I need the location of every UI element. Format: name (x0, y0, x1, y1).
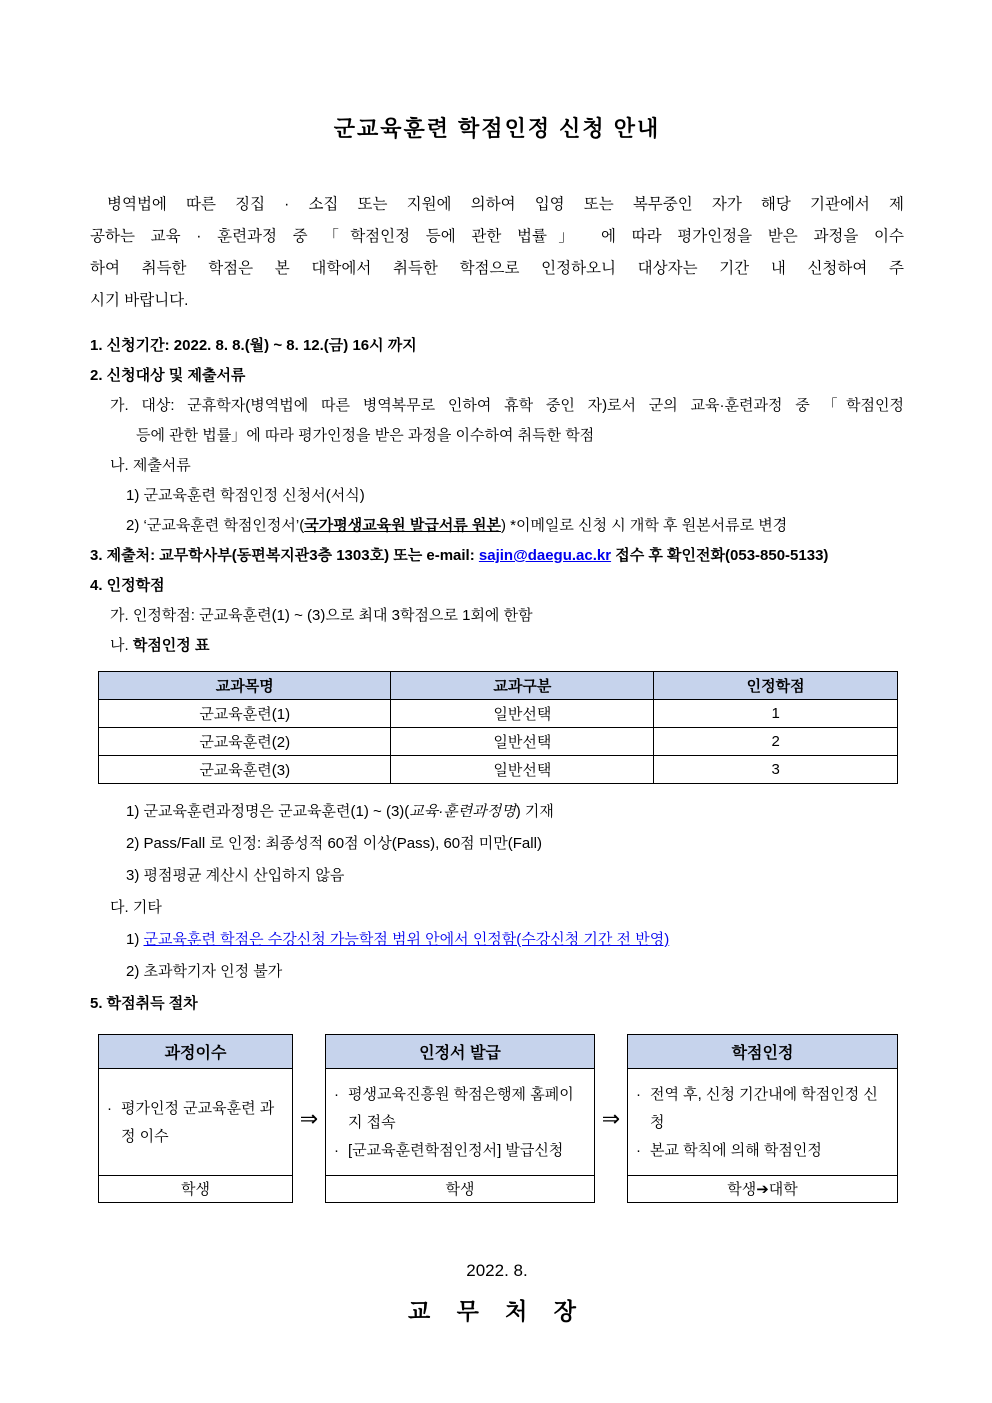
table-row (99, 700, 898, 728)
submission-text-pre: 3. 제출처: 교무학사부(동편복지관3층 1303호) 또는 e-mail: (90, 547, 479, 564)
section-2-documents-heading: 나. 제출서류 (110, 457, 191, 474)
process-step-3-item (636, 1081, 891, 1137)
credit-recognition-table (98, 671, 898, 784)
bullet-icon: · (636, 1086, 641, 1103)
signature-academic-affairs-dean: 교 무 처 장 (407, 1298, 587, 1324)
cell-subject-name: 군교육훈련(2) (99, 728, 391, 756)
bullet-icon: · (334, 1142, 339, 1159)
cell-subject-name: 군교육훈련(3) (99, 756, 391, 784)
process-step-2-item-text: [군교육훈련학점인정서] 발급신청 (348, 1142, 564, 1159)
section-5-heading: 5. 학점취득 절차 (90, 995, 198, 1012)
process-step-3-item-text: 본교 학칙에 의해 학점인정 (650, 1142, 822, 1159)
note-3: 3) 평점평균 계산시 산입하지 않음 (126, 867, 345, 884)
note-1-text-pre: 1) 군교육훈련과정명은 군교육훈련(1) ~ (3)( (126, 803, 410, 820)
flow-arrow-icon: ⇒ (299, 1105, 319, 1131)
document-date: 2022. 8. (466, 1261, 528, 1280)
process-step-2-item (334, 1081, 588, 1137)
process-step-3-body (628, 1069, 897, 1175)
note-2: 2) Pass/Fall 로 인정: 최종성적 60점 이상(Pass), 60점 미만(Fall) (126, 835, 542, 852)
cell-credits: 1 (654, 700, 898, 728)
process-step-3-header: 학점인정 (628, 1035, 897, 1069)
process-step-3-item (636, 1137, 891, 1165)
document-2-text-post: ) *이메일로 신청 시 개학 후 원본서류로 변경 (500, 517, 788, 534)
note-1-italic: 교육·훈련과정명 (409, 803, 516, 820)
process-step-2-body (326, 1069, 594, 1175)
section-4-credits: 가. 인정학점: 군교육훈련(1) ~ (3)으로 최대 3학점으로 1회에 한함 (110, 607, 533, 624)
email-link[interactable]: sajin@daegu.ac.kr (478, 547, 612, 564)
submission-text-post: 접수 후 확인전화(053-850-5133) (611, 547, 829, 564)
process-step-3-item-text: 전역 후, 신청 기간내에 학점인정 신청 (650, 1086, 878, 1131)
intro-line-3: 하여 취득한 학점은 본 대학에서 취득한 학점으로 인정하오니 대상자는 기간 내 신청하여 주 (90, 260, 904, 277)
table-heading-pre: 나. (110, 637, 133, 654)
intro-paragraph (90, 189, 904, 317)
note-etc-1-emphasis: 군교육훈련 학점은 수강신청 가능학점 범위 안에서 인정함(수강신청 기간 전 반영) (143, 931, 670, 948)
column-header-credits: 인정학점 (654, 672, 898, 700)
section-2-document-2 (90, 511, 904, 541)
cell-credits: 2 (654, 728, 898, 756)
table-header-row (99, 672, 898, 700)
note-1-text-post: ) 기재 (515, 803, 554, 820)
process-step-3-actor: 학생➔대학 (628, 1175, 897, 1202)
note-etc-heading: 다. 기타 (110, 899, 162, 916)
cell-subject-type: 일반선택 (391, 700, 654, 728)
intro-line-1: 병역법에 따른 징집 · 소집 또는 지원에 의하여 입영 또는 복무중인 자가 해당 기관에서 제 (107, 196, 904, 213)
cell-credits: 3 (654, 756, 898, 784)
document-title: 군교육훈련 학점인정 신청 안내 (333, 116, 661, 141)
section-2-target-line-1: 가. 대상: 군휴학자(병역법에 따른 병역복무로 인하여 휴학 중인 자)로서 군의 교육·훈련과정 중 「학점인정 (110, 397, 904, 414)
process-step-course-completion (98, 1034, 293, 1203)
column-header-subject-name: 교과목명 (99, 672, 391, 700)
bullet-icon: · (334, 1086, 339, 1103)
intro-line-2: 공하는 교육 · 훈련과정 중 「학점인정 등에 관한 법률」 에 따라 평가인정을 받은 과정을 이수 (90, 228, 904, 245)
section-3-submission (90, 541, 904, 571)
table-row (99, 756, 898, 784)
document-2-text-pre: 2) ‘군교육훈련 학점인정서’( (126, 517, 305, 534)
body-list (90, 331, 904, 661)
note-etc-2: 2) 초과학기자 인정 불가 (126, 963, 283, 980)
process-step-2-item (334, 1137, 588, 1165)
note-etc-1-number: 1) (126, 931, 144, 948)
process-step-1-item (107, 1095, 286, 1151)
cell-subject-type: 일반선택 (391, 756, 654, 784)
section-2-document-1: 1) 군교육훈련 학점인정 신청서(서식) (126, 487, 365, 504)
process-step-1-item-text: 평가인정 군교육훈련 과정 이수 (121, 1100, 275, 1145)
notes-list (90, 796, 904, 1020)
section-4-table-heading (90, 631, 904, 661)
cell-subject-name: 군교육훈련(1) (99, 700, 391, 728)
process-step-1-actor: 학생 (99, 1175, 292, 1202)
document-2-emphasis: 국가평생교육원 발급서류 원본 (304, 517, 501, 534)
bullet-icon: · (636, 1142, 641, 1159)
flow-arrow-icon: ⇒ (601, 1105, 621, 1131)
table-row (99, 728, 898, 756)
process-step-1-header: 과정이수 (99, 1035, 292, 1069)
section-2-heading: 2. 신청대상 및 제출서류 (90, 367, 246, 384)
process-step-certificate-issuance (325, 1034, 595, 1203)
process-step-1-body (99, 1069, 292, 1175)
note-etc-1 (90, 924, 904, 956)
process-step-credit-recognition (627, 1034, 898, 1203)
section-1-application-period: 1. 신청기간: 2022. 8. 8.(월) ~ 8. 12.(금) 16시 까지 (90, 337, 417, 354)
section-2-target-line-2: 등에 관한 법률」에 따라 평가인정을 받은 과정을 이수하여 취득한 학점 (136, 427, 595, 444)
process-flow-diagram (98, 1034, 898, 1203)
process-step-2-header: 인정서 발급 (326, 1035, 594, 1069)
process-step-2-item-text: 평생교육진흥원 학점은행제 홈페이지 접속 (348, 1086, 574, 1131)
note-1 (90, 796, 904, 828)
intro-line-4: 시기 바랍니다. (90, 292, 189, 309)
process-step-2-actor: 학생 (326, 1175, 594, 1202)
bullet-icon: · (107, 1100, 112, 1117)
table-heading-emphasis: 학점인정 표 (132, 637, 210, 654)
cell-subject-type: 일반선택 (391, 728, 654, 756)
section-4-heading: 4. 인정학점 (90, 577, 165, 594)
column-header-subject-type: 교과구분 (391, 672, 654, 700)
